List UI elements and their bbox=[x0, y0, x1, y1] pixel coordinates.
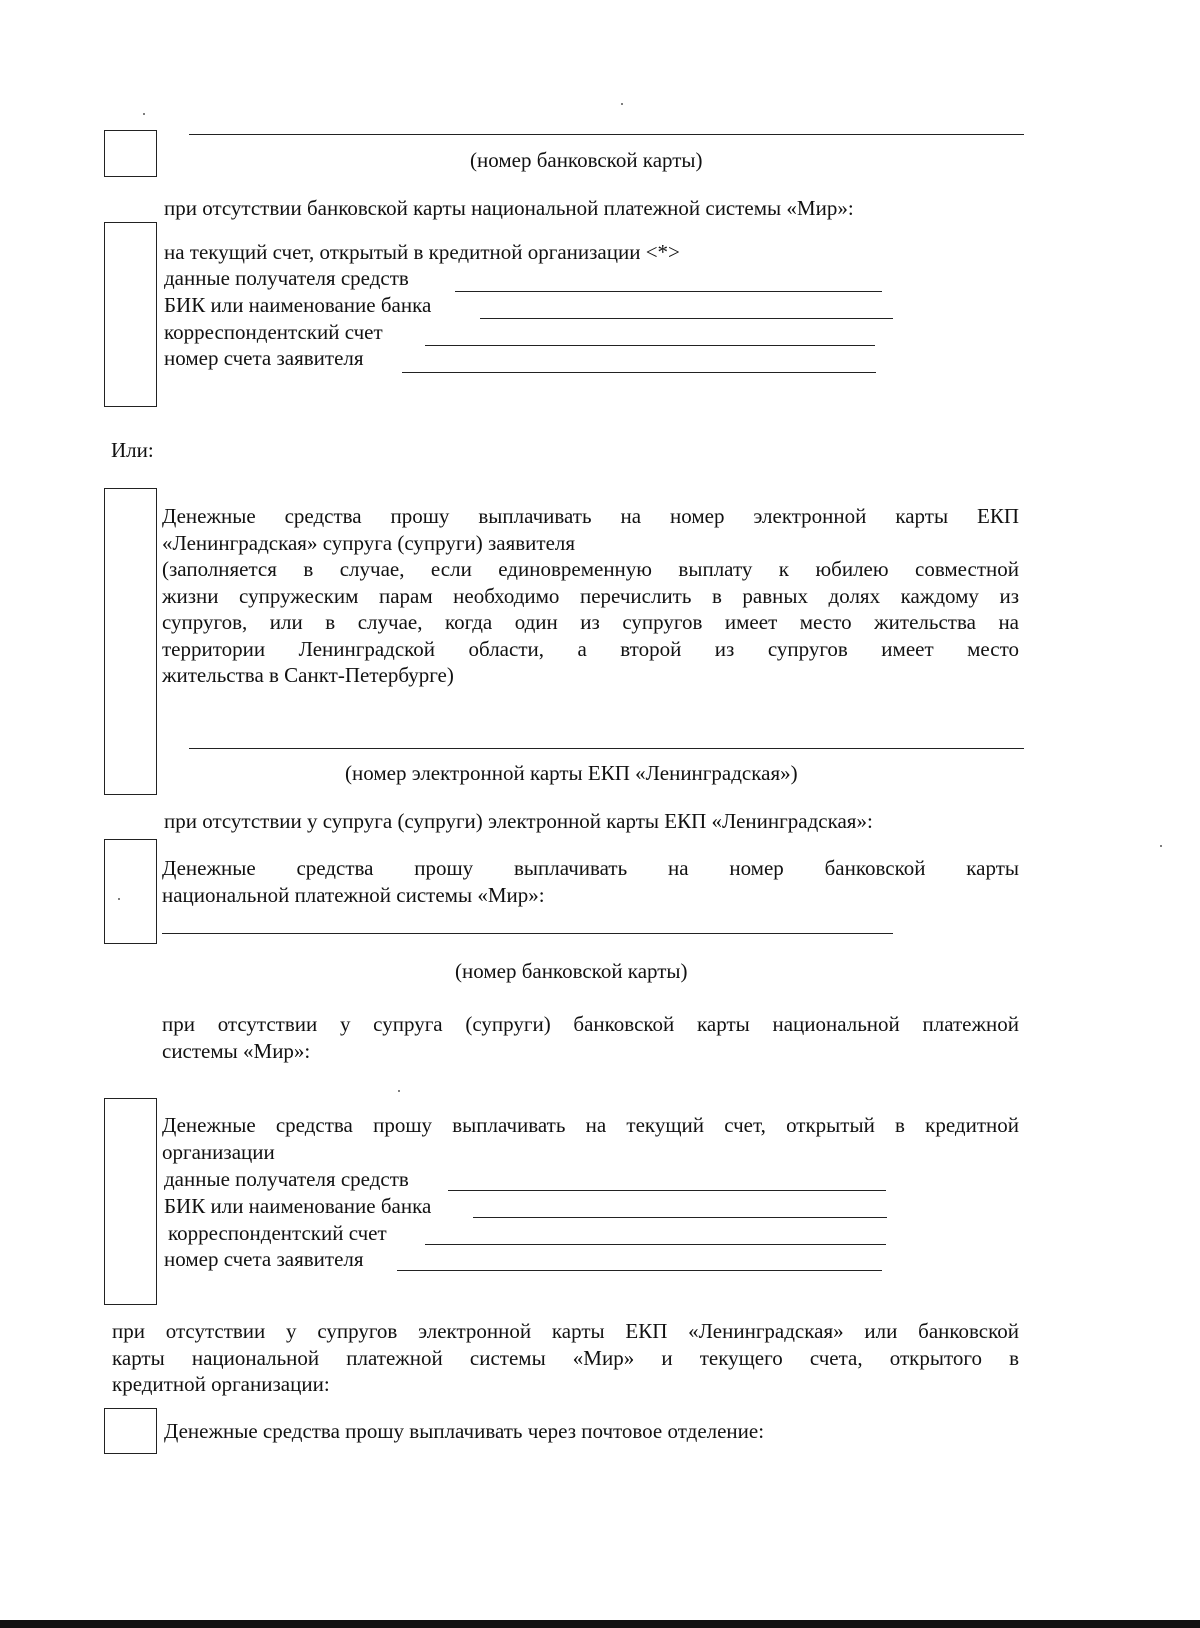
spouse-card-caption: (номер банковской карты) bbox=[455, 959, 688, 983]
ekp-card-caption: (номер электронной карты ЕКП «Ленинградская») bbox=[345, 761, 798, 785]
spouse-card-line-1: Денежные средства прошу выплачивать на номер банковской карты bbox=[162, 856, 1019, 880]
spouse-account-field[interactable] bbox=[397, 1270, 882, 1271]
account-field[interactable] bbox=[402, 372, 876, 373]
ekp-line-5: супругов, или в случае, когда один из супругов имеет место жительства на bbox=[162, 610, 1019, 634]
corr-account-label: корреспондентский счет bbox=[164, 320, 383, 344]
ekp-card-checkbox[interactable] bbox=[104, 488, 157, 795]
absence-spouse-ekp-text: при отсутствии у супруга (супруги) электронной карты ЕКП «Ленинградская»: bbox=[164, 809, 873, 833]
spouse-corr-label: корреспондентский счет bbox=[168, 1221, 387, 1245]
spouse-account-paragraph bbox=[162, 1112, 1019, 1165]
current-account-text: на текущий счет, открытый в кредитной организации <*> bbox=[164, 240, 680, 264]
spouse-account-label: номер счета заявителя bbox=[164, 1247, 364, 1271]
account-label: номер счета заявителя bbox=[164, 346, 364, 370]
spouse-account-line-2: организации bbox=[162, 1139, 275, 1164]
spouse-bank-card-checkbox[interactable] bbox=[104, 839, 157, 944]
bank-card-number-field[interactable] bbox=[189, 134, 1024, 135]
spouse-account-line-1: Денежные средства прошу выплачивать на текущий счет, открытый в кредитной bbox=[162, 1113, 1019, 1137]
ekp-line-7: жительства в Санкт-Петербурге) bbox=[162, 663, 454, 687]
spouse-recipient-label: данные получателя средств bbox=[164, 1167, 409, 1191]
scan-edge-band bbox=[0, 1620, 1200, 1628]
corr-account-field[interactable] bbox=[425, 345, 875, 346]
current-account-checkbox[interactable] bbox=[104, 222, 157, 407]
absence-spouse-mir-line-2: системы «Мир»: bbox=[162, 1038, 311, 1063]
scan-speck bbox=[1160, 845, 1162, 847]
spouse-bik-field[interactable] bbox=[473, 1217, 887, 1218]
scan-speck bbox=[143, 113, 145, 115]
spouse-card-number-field[interactable] bbox=[162, 933, 893, 934]
post-office-checkbox[interactable] bbox=[104, 1408, 157, 1454]
bank-card-checkbox[interactable] bbox=[104, 130, 157, 177]
ekp-line-3: (заполняется в случае, если единовременную выплату к юбилею совместной bbox=[162, 557, 1019, 581]
bik-field[interactable] bbox=[480, 318, 893, 319]
scan-speck bbox=[398, 1090, 400, 1092]
spouse-corr-field[interactable] bbox=[425, 1244, 886, 1245]
spouse-recipient-field[interactable] bbox=[448, 1190, 886, 1191]
absence-mir-text: при отсутствии банковской карты национальной платежной системы «Мир»: bbox=[164, 196, 854, 220]
bank-card-caption: (номер банковской карты) bbox=[470, 148, 703, 172]
post-office-label: Денежные средства прошу выплачивать через почтовое отделение: bbox=[164, 1419, 765, 1443]
ekp-line-4: жизни супружеским парам необходимо перечислить в равных долях каждому из bbox=[162, 583, 1019, 608]
absence-all-line-2: карты национальной платежной системы «Мир» и текущего счета, открытого в bbox=[112, 1345, 1019, 1370]
absence-all-line-1: при отсутствии у супругов электронной карты ЕКП «Ленинградская» или банковской bbox=[112, 1319, 1019, 1343]
spouse-bank-card-paragraph bbox=[162, 855, 1019, 908]
absence-all-paragraph bbox=[112, 1318, 1019, 1398]
absence-spouse-mir-line-1: при отсутствии у супруга (супруги) банковской карты национальной платежной bbox=[162, 1012, 1019, 1036]
scan-speck bbox=[118, 898, 120, 900]
recipient-label: данные получателя средств bbox=[164, 266, 409, 290]
ekp-line-2: «Ленинградская» супруга (супруги) заявителя bbox=[162, 530, 576, 555]
ekp-card-paragraph bbox=[162, 503, 1019, 689]
spouse-card-line-2: национальной платежной системы «Мир»: bbox=[162, 882, 545, 907]
ekp-card-number-field[interactable] bbox=[189, 748, 1024, 749]
spouse-bik-label: БИК или наименование банка bbox=[164, 1194, 432, 1218]
ekp-line-1: Денежные средства прошу выплачивать на номер электронной карты ЕКП bbox=[162, 504, 1019, 528]
recipient-field[interactable] bbox=[455, 291, 882, 292]
spouse-account-checkbox[interactable] bbox=[104, 1098, 157, 1305]
absence-all-line-3: кредитной организации: bbox=[112, 1372, 330, 1396]
bik-label: БИК или наименование банка bbox=[164, 293, 432, 317]
or-label: Или: bbox=[111, 438, 154, 462]
ekp-line-6: территории Ленинградской области, а второй из супругов имеет место bbox=[162, 636, 1019, 661]
scan-speck bbox=[621, 103, 623, 105]
absence-spouse-mir-paragraph bbox=[162, 1011, 1019, 1064]
